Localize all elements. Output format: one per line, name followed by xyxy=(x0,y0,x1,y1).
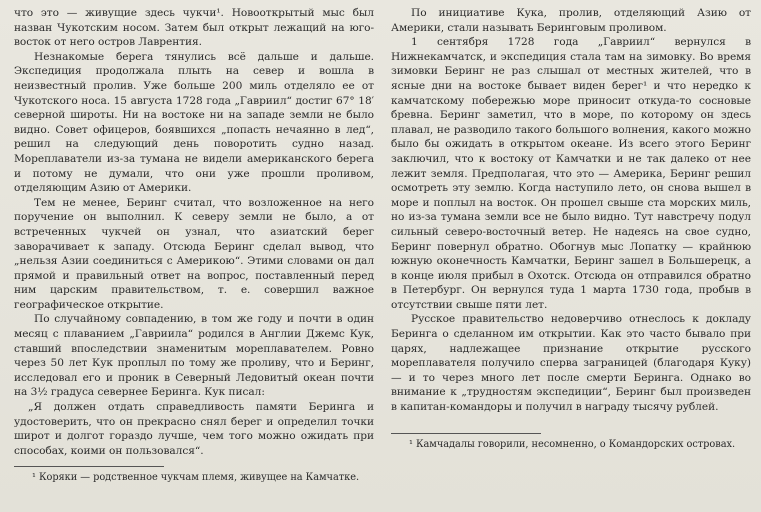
footnote: ¹ Коряки — родственное чукчам племя, живущее на Камчатке. xyxy=(32,472,360,484)
paragraph: По инициативе Кука, пролив, отделяющий Азию от Америки, стали называть Беринговым проливом. xyxy=(391,7,751,34)
footnote: ¹ Камчадалы говорили, несомненно, о Командорских островах. xyxy=(409,438,736,450)
left-column xyxy=(14,6,374,484)
paragraph: 1 сентября 1728 года „Гавриил“ вернулся в Нижнекамчатск, и экспедиция стала там на зимовку. Во время зимовки Беринг не раз слышал от местных жителей, что в ясные дни на востоке бывает виден берег¹ и что нередко к камчатскому побережью море приносит откуда-то сосновые бревна. Беринг заметил, что в море, по которому он здесь плавал, не разводило такого большого волнения, какого можно было бы ожидать в открытом океане. Из всего этого Беринг заключил, что к востоку от Камчатки и не так далеко от нее лежит земля. Предполагая, что это — Америка, Беринг решил осмотреть эту землю. Когда наступило лето, он снова вышел в море и поплыл на восток. Он прошел свыше ста морских миль, но из-за тумана земли все не было видно. Тут навстречу подул сильный северо-восточный ветер. Не надеясь на свое судно, Беринг повернул обратно. Обогнув мыс Лопатку — крайнюю южную оконечность Камчатки, Беринг зашел в Большерецк, а в конце июля прибыл в Охотск. Отсюда он отправился обратно в Петербург. Он вернулся туда 1 марта 1730 года, пробыв в отсутствии свыше пяти лет. xyxy=(391,36,751,311)
paragraph: Незнакомые берега тянулись всё дальше и дальше. Экспедиция продолжала плыть на север и вошла в неизвестный пролив. Уже больше 200 миль отделяло ее от Чукотского носа. 15 августа 1728 года „Гавриил“ достиг 67° 18′ северной широты. Ни на востоке ни на западе земли не было видно. Совет офицеров, боявшихся „попасть нечаянно в лед“, решил на следующий день поворотить судно назад. Мореплаватели из-за тумана не видели американского берега и потому не думали, что они уже прошли проливом, отделяющим Азию от Америки. xyxy=(14,50,374,195)
footnote-divider xyxy=(391,433,541,434)
paragraph: По случайному совпадению, в том же году и почти в один месяц с плаванием „Гавриила“ родился в Англии Джемс Кук, ставший впоследствии знаменитым мореплавателем. Ровно через 50 лет Кук проплыл по тому же проливу, что и Беринг, исследовал его и проник в Северный Ледовитый океан почти на 3½ градуса севернее Беринга. Кук писал: xyxy=(14,313,374,399)
paragraph: Тем не менее, Беринг считал, что возложенное на него поручение он выполнил. К северу земли не было, а от встреченных чукчей он узнал, что азиатский берег заворачивает к западу. Отсюда Беринг сделал вывод, что „нельзя Азии соединиться с Америкою“. Этими словами он дал прямой и правильный ответ на вопрос, поставленный перед ним царским правительством, т. е. совершил важное географическое открытие. xyxy=(14,196,374,311)
right-column xyxy=(391,6,751,484)
paragraph: Русское правительство недоверчиво отнеслось к докладу Беринга о сделанном им открытии. Как это часто бывало при царях, надлежащее признание открытие русского мореплавателя получило сперва заграницей (благодаря Куку) — и то через много лет после смерти Беринга. Однако во внимание к „трудностям экспедиции“, Беринг был произведен в капитан-командоры и получил в награду тысячу рублей. xyxy=(391,313,751,414)
two-column-layout xyxy=(14,6,751,484)
footnote-divider xyxy=(14,466,164,467)
paragraph: что это — живущие здесь чукчи¹. Новооткрытый мыс был назван Чукотским носом. Затем был открыт лежащий на юго-восток от него остров Лаврентия. xyxy=(14,7,374,49)
quote-paragraph: „Я должен отдать справедливость памяти Беринга и удостоверить, что он прекрасно снял берег и определил точки широт и долгот гораздо лучше, чем того можно ожидать при способах, коими он пользовался“. xyxy=(14,401,374,457)
